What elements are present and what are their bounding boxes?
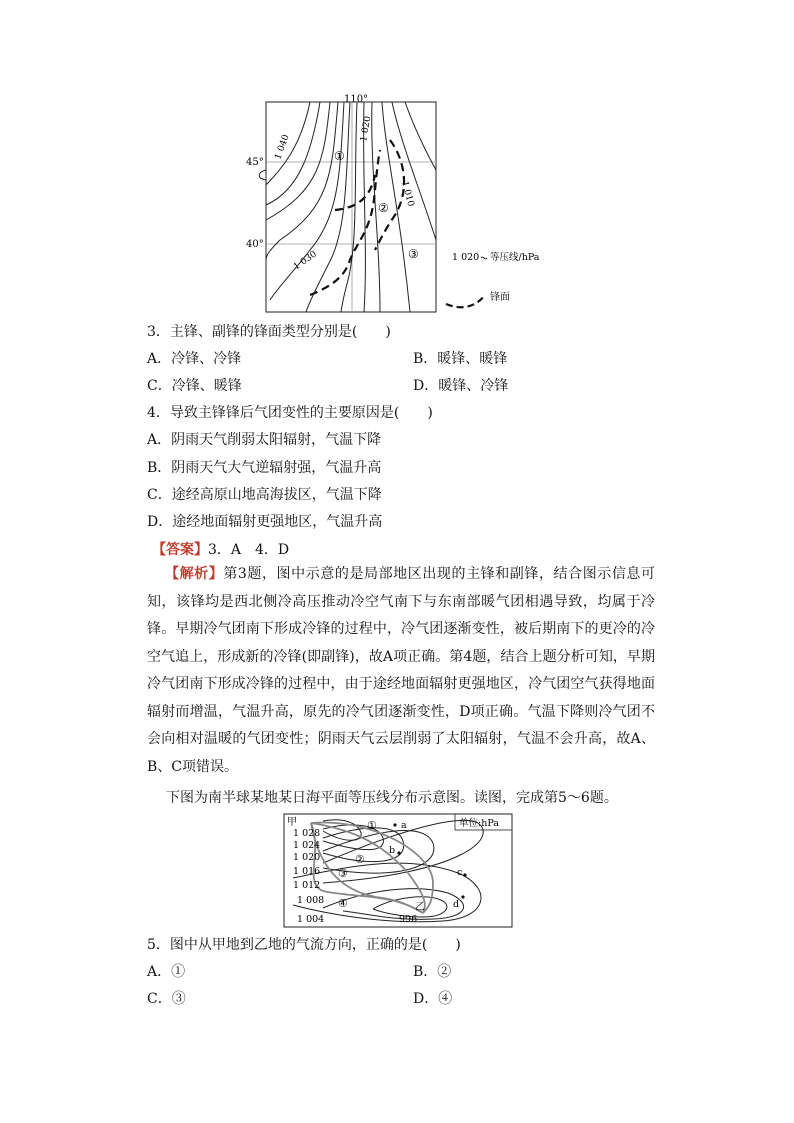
- q4-option-a: A．阴雨天气削弱太阳辐射，气温下降: [147, 432, 382, 448]
- marker-1: ①: [334, 149, 345, 163]
- point-d: [461, 895, 464, 898]
- point-c-label: c: [457, 867, 463, 878]
- p1008-label: 1 008: [297, 895, 325, 906]
- p1028-label: 1 028: [293, 828, 321, 839]
- isobar-1010-label: 1 010: [399, 180, 416, 208]
- jia-label: 甲: [287, 817, 297, 828]
- point-b-label: b: [389, 845, 396, 856]
- yi-label: 乙: [415, 902, 425, 913]
- analysis-paragraph: [147, 561, 655, 781]
- lat-40-label: 40°: [246, 239, 264, 250]
- marker-3: ③: [408, 247, 419, 261]
- q5-stem: 5．图中从甲地到乙地的气流方向，正确的是( ): [147, 937, 461, 953]
- point-b: [397, 851, 400, 854]
- point-c: [463, 873, 466, 876]
- lon-110-label: 110°: [344, 94, 369, 105]
- p1004-label: 1 004: [297, 914, 325, 925]
- point-a: [393, 823, 396, 826]
- p1020-label: 1 020: [293, 852, 321, 863]
- q3-option-b: B．暖锋、暖锋: [413, 351, 508, 367]
- analysis-text: 第3题，图中示意的是局部地区出现的主锋和副锋，结合图示信息可知，该锋均是西北侧冷高压推动冷空气南下与东南部暖气团相遇导致，均属于冷锋。早期冷气团南下形成冷锋的过程中，冷气团逐渐变性，被后期南下的更冷的冷空气追上，形成新的冷锋(即副锋)，故A项正确。第4题，结合上题分析可知，早期冷气团南下形成冷锋的过程中，由于途经地面辐射更强地区，冷气团空气获得地面辐射而增温，气温升高，原先的冷气团逐渐变性，D项正确。气温下降则冷气团不会向相对温暖的气团变性；阴雨天气云层削弱了太阳辐射，气温不会升高，故A、B、C项错误。: [147, 566, 656, 775]
- q3-option-d: D．暖锋、冷锋: [413, 378, 509, 394]
- answer-text: 3．A 4．D: [208, 542, 290, 558]
- q5-option-a: A．①: [147, 964, 186, 980]
- marker2-2: ②: [355, 853, 365, 866]
- answer-tag: 【答案】: [152, 542, 208, 558]
- answer-line: [152, 540, 289, 560]
- q3-stem: 3．主锋、副锋的锋面类型分别是( ): [147, 324, 391, 340]
- legend-front-text: 锋面: [490, 292, 510, 303]
- analysis-tag: 【解析】: [165, 566, 224, 582]
- isobars: [259, 102, 436, 312]
- p996-label: 996: [399, 914, 418, 925]
- marker-2: ②: [378, 201, 389, 215]
- legend-isobar-squiggle: [481, 257, 487, 259]
- p1016-label: 1 016: [293, 866, 321, 877]
- point-d-label: d: [453, 899, 460, 910]
- q3-option-c: C．冷锋、暖锋: [147, 378, 242, 394]
- lat-45-label: 45°: [246, 157, 264, 168]
- q5-option-b: B．②: [413, 964, 452, 980]
- legend-isobar-value: 1 020: [452, 252, 480, 263]
- legend-front-line: [446, 295, 485, 307]
- marker2-1: ①: [367, 819, 377, 832]
- legend-isobar-text: 等压线/hPa: [490, 252, 540, 263]
- marker2-3: ③: [338, 867, 348, 880]
- q5-option-c: C．③: [147, 991, 186, 1007]
- q5-option-d: D．④: [413, 991, 453, 1007]
- point-a-label: a: [401, 820, 407, 831]
- main-front: [310, 150, 380, 295]
- q4-option-b: B．阴雨天气大气逆辐射强，气温升高: [147, 460, 382, 476]
- q4-option-d: D．途经地面辐射更强地区，气温升高: [147, 514, 383, 530]
- isobar-1030-label: 1 030: [291, 249, 319, 273]
- unit-label: 单位:hPa: [459, 818, 499, 829]
- p1024-label: 1 024: [293, 840, 321, 851]
- p1012-label: 1 012: [293, 880, 321, 891]
- front-isobar-map: [240, 90, 570, 320]
- q4-stem: 4．导致主锋锋后气团变性的主要原因是( ): [147, 405, 433, 421]
- q4-option-c: C．途经高原山地高海拔区，气温下降: [147, 487, 382, 503]
- isobar-1040-label: 1 040: [273, 133, 292, 162]
- isobar-1020-label: 1 020: [359, 115, 374, 143]
- marker2-4: ④: [338, 897, 348, 910]
- southern-hemisphere-isobar-map: [283, 813, 513, 929]
- figure2-intro: 下图为南半球某地某日海平面等压线分布示意图。读图，完成第5～6题。: [166, 790, 618, 806]
- q3-option-a: A．冷锋、冷锋: [147, 351, 242, 367]
